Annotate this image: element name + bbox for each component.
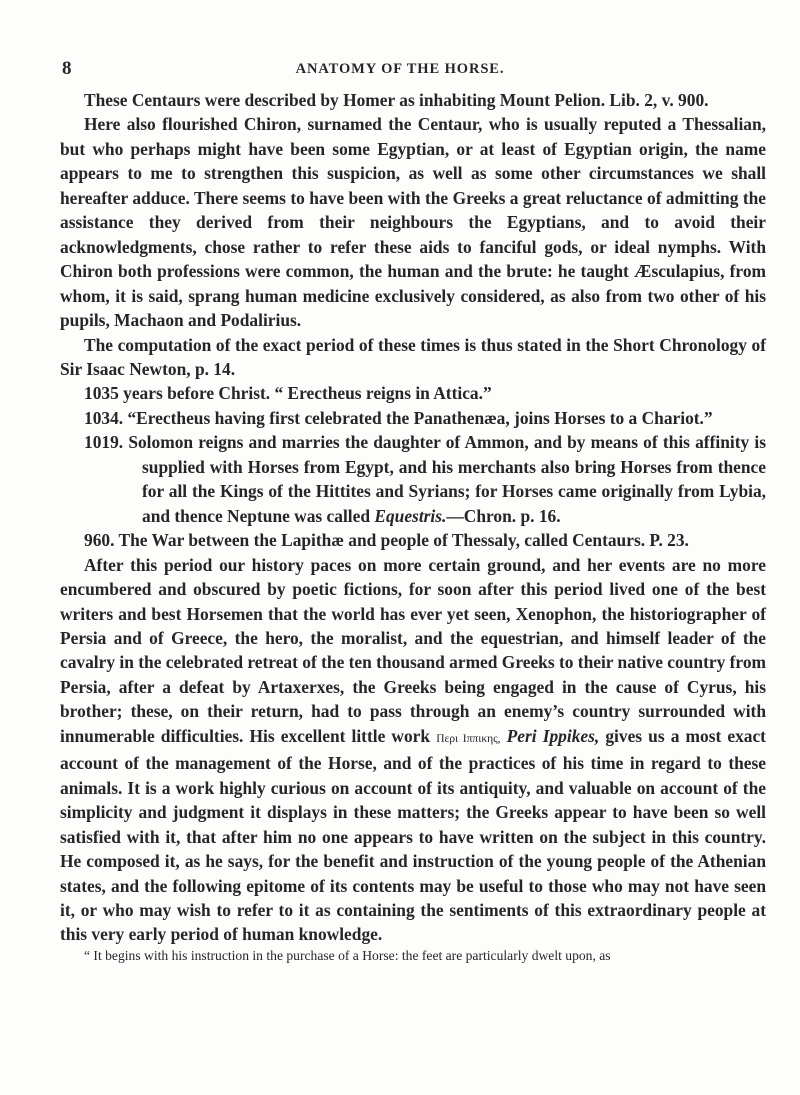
paragraph-homer: These Centaurs were described by Homer as inhabiting Mount Pelion. Lib. 2, v. 900. (84, 90, 709, 110)
paragraph-chiron: Here also flourished Chiron, surnamed the Centaur, who is usually reputed a Thessalian, but who perhaps might have been some Egyptian, or at least of Egyptian origin, the name appears to me to strengthen this suspicion, as well as some other circumstances we shall hereafter adduce. There seems to have been with the Greeks a great reluctance of admitting the assistance they derived from their neighbours the Egyptians, and to avoid their acknowledgments, chose rather to refer these aids to fanciful gods, or ideal nymphs. With Chiron both professions were common, the human and the brute: he taught Æsculapius, from whom, it is said, sprang human medicine exclusively considered, as also from two other of his pupils, Machaon and Podalirius. (60, 114, 766, 331)
chronology-entry-1035: 1035 years before Christ. “ Erectheus reigns in Attica.” (84, 383, 492, 404)
entry-1019-reference: —Chron. p. 16. (446, 505, 561, 526)
running-head: ANATOMY OF THE HORSE. (295, 61, 505, 77)
greek-title: Περι Ιππικης, (436, 732, 501, 745)
chronology-entry-1019 (60, 430, 766, 528)
xenophon-text-part2: gives us a most exact account of the management of the Horse, and of the practices of his time in regard to these animals. It is a work highly curious on account of its antiquity, and valuable on account of the simplicity and judgment it displays in these matters; the Greeks appear to have been so well satisfied with it, that after him no one appears to have written on the subject in this country. He composed it, as he says, for the benefit and instruction of the young people of the Athenian states, and the following epitome of its contents may be useful to those who may not have seen it, or who may wish to refer to it as containing the sentiments of this extraordinary people at this very early period of human knowledge. (60, 725, 766, 945)
quotation-line: “ It begins with his instruction in the purchase of a Horse: the feet are particularly dwelt upon, as (84, 947, 611, 963)
body-text (60, 88, 766, 965)
paragraph-xenophon (60, 553, 766, 947)
entry-1019-italic: Equestris. (374, 505, 447, 526)
xenophon-text-part1: After this period our history paces on more certain ground, and her events are no more encumbered and obscured by poetic fictions, for soon after this period lived one of the best writers and best Horsemen that the world has ever yet seen, Xenophon, the historiographer of Persia and of Greece, the hero, the moralist, and the equestrian, and himself leader of the cavalry in the celebrated retreat of the ten thousand armed Greeks to their native country from Persia, after a defeat by Artaxerxes, the Greeks being engaged in the cause of Cyrus, his brother; these, on their return, had to pass through an enemy’s country surrounded with innumerable difficulties. His excellent little work (60, 554, 766, 746)
chronology-entry-960: 960. The War between the Lapithæ and people of Thessaly, called Centaurs. P. 23. (84, 530, 689, 551)
page-number: 8 (62, 58, 72, 79)
paragraph-computation: The computation of the exact period of these times is thus stated in the Short Chronology of Sir Isaac Newton, p. 14. (60, 334, 766, 379)
latin-title: Peri Ippikes, (506, 725, 600, 746)
entry-1019-text: 1019. Solomon reigns and marries the daughter of Ammon, and by means of this affinity is supplied with Horses from Egypt, and his merchants also bring Horses from thence for all the Kings of the Hittites and Syrians; for Horses came originally from Lybia, and thence Neptune was called (84, 432, 766, 526)
chronology-entry-1034: 1034. “Erectheus having first celebrated the Panathenæa, joins Horses to a Chariot.” (84, 407, 713, 428)
